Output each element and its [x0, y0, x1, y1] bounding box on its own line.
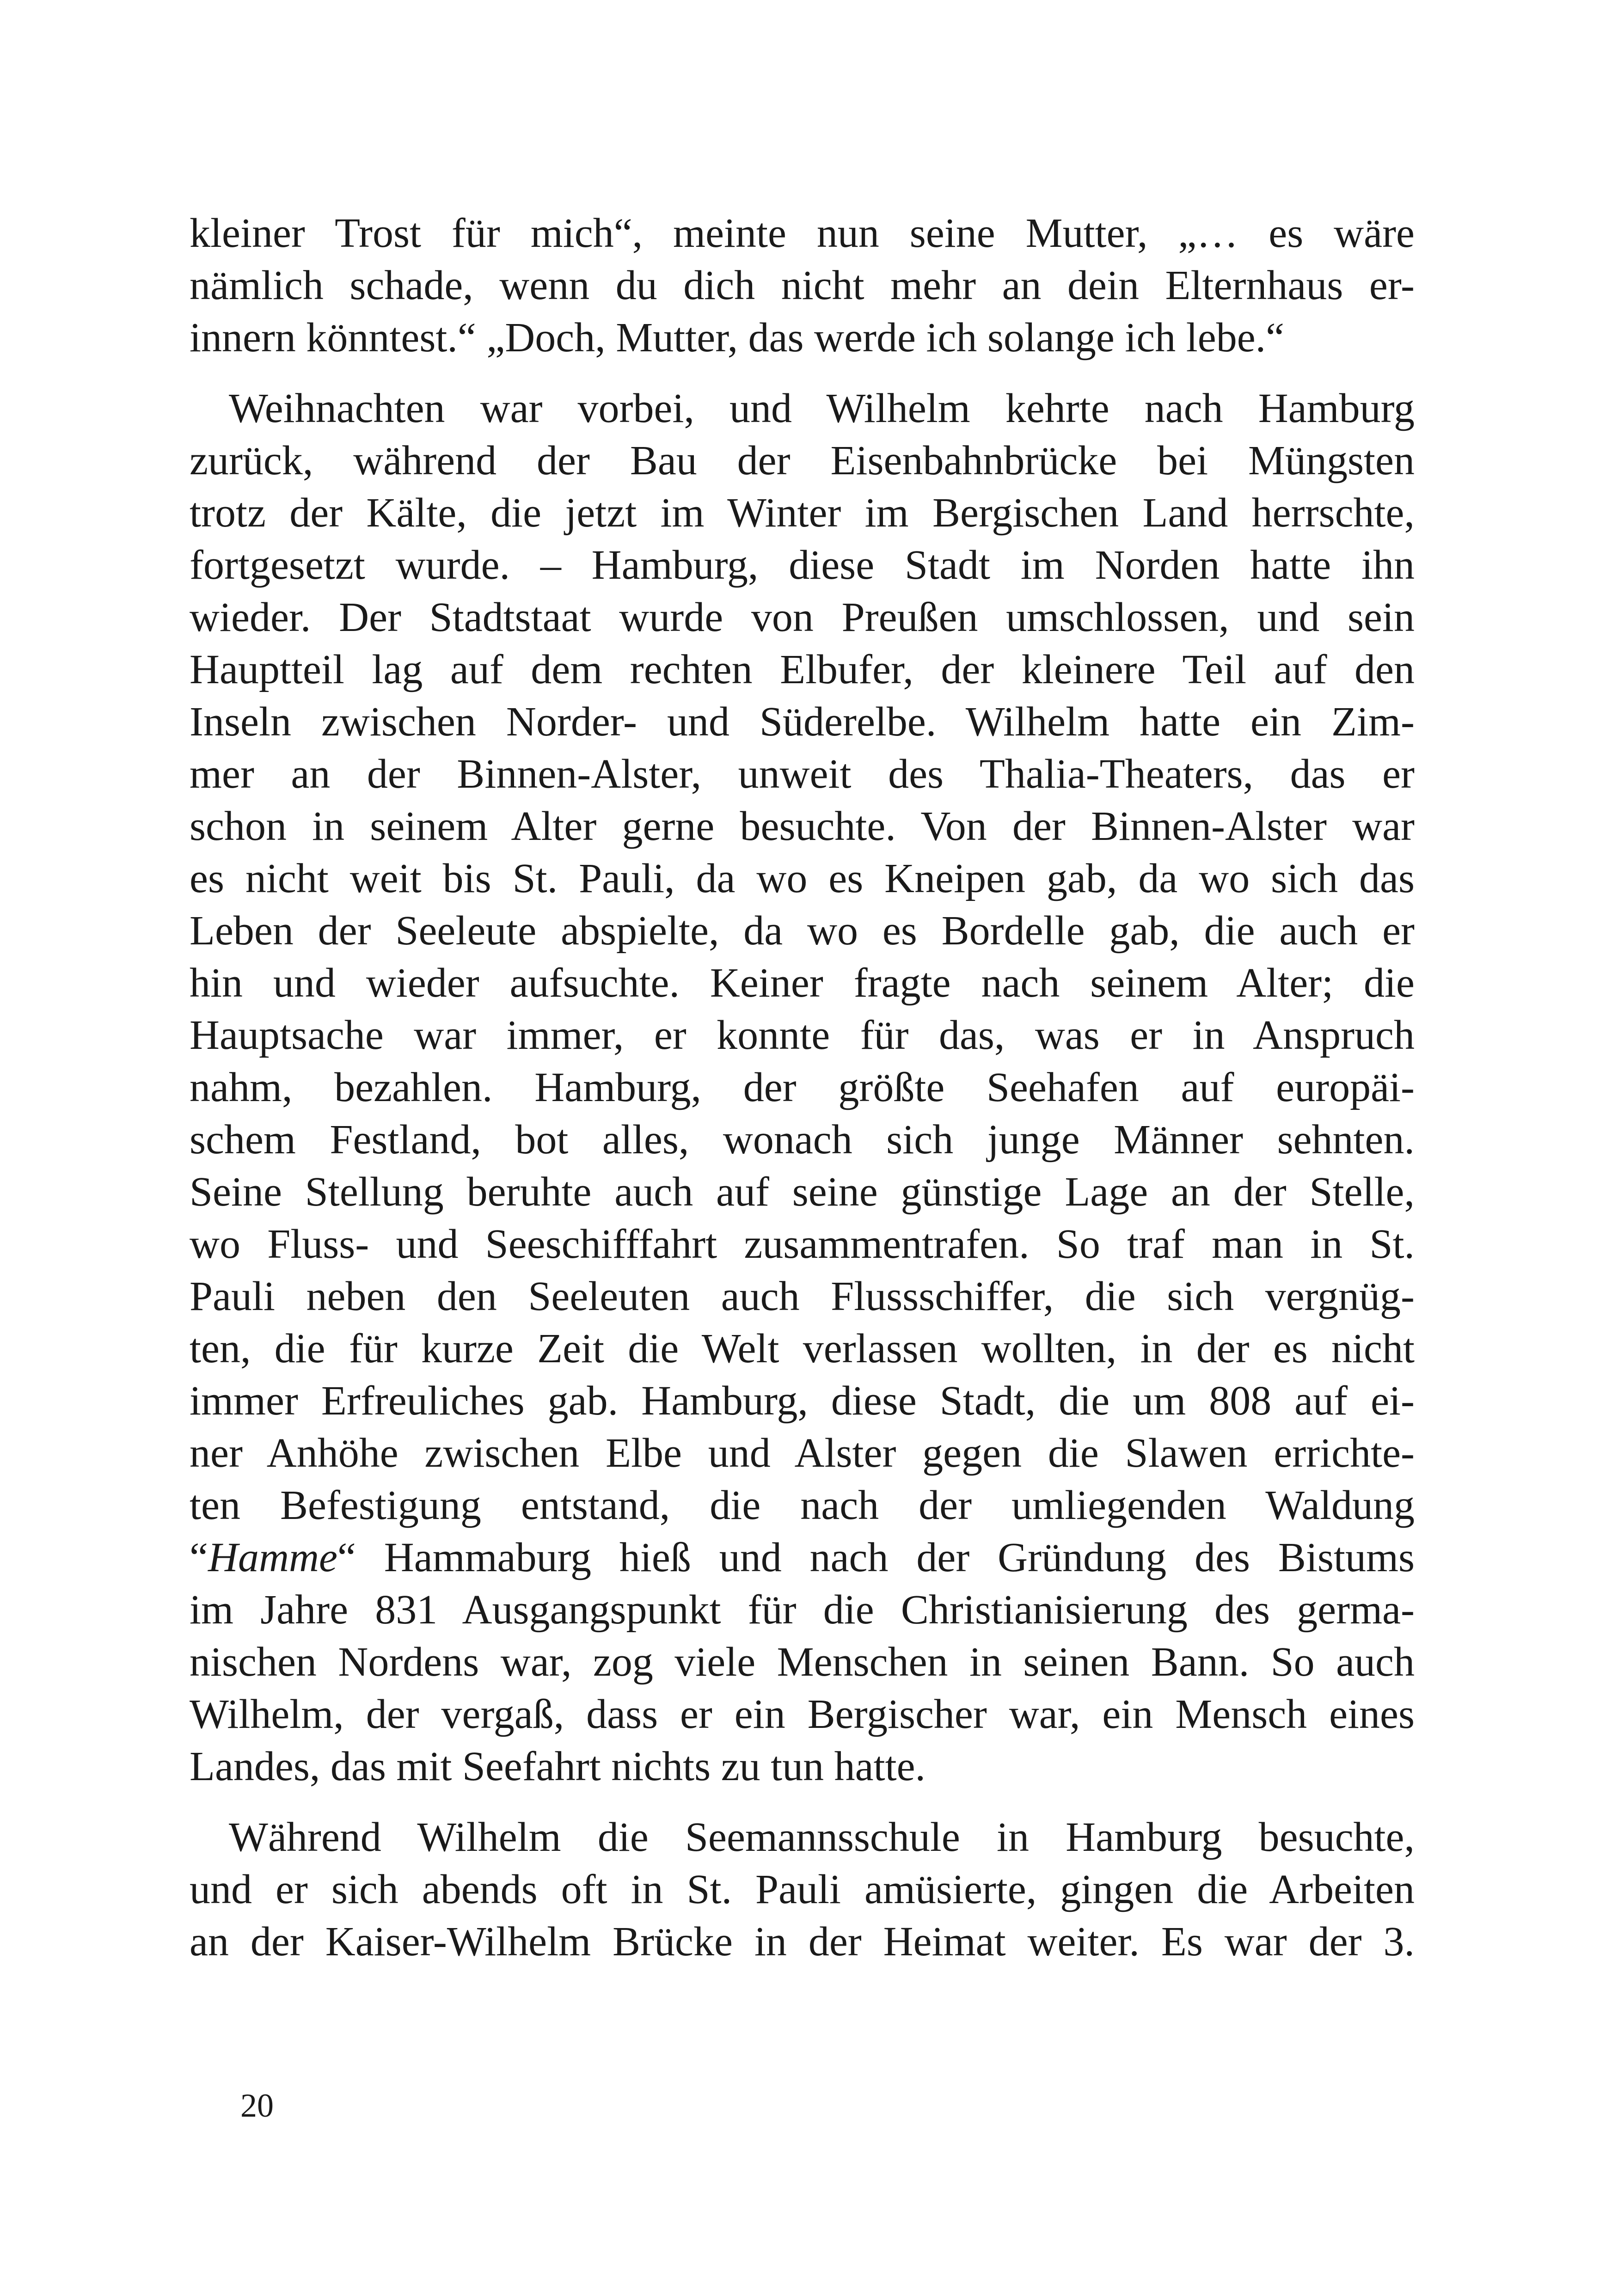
text-line: mer an der Binnen-Alster, unweit des Thalia-Theaters, das er [190, 751, 1415, 797]
text-line: zurück, während der Bau der Eisenbahnbrücke bei Müngsten [190, 438, 1415, 484]
paragraph-gap [190, 364, 1415, 382]
text-line: Hauptteil lag auf dem rechten Elbufer, der kleinere Teil auf den [190, 647, 1415, 692]
text-line: trotz der Kälte, die jetzt im Winter im Bergischen Land herrschte, [190, 490, 1415, 536]
text-line: und er sich abends oft in St. Pauli amüsierte, gingen die Arbeiten [190, 1867, 1415, 1912]
text-line: Wilhelm, der vergaß, dass er ein Bergischer war, ein Mensch eines [190, 1691, 1415, 1737]
paragraph-3 [190, 1811, 1415, 1968]
text-line: hin und wieder aufsuchte. Keiner fragte nach seinem Alter; die [190, 960, 1415, 1006]
text-line: Pauli neben den Seeleuten auch Flussschiffer, die sich vergnüg- [190, 1274, 1415, 1319]
text-line: schon in seinem Alter gerne besuchte. Von der Binnen-Alster war [190, 803, 1415, 849]
text-line: Inseln zwischen Norder- und Süderelbe. Wilhelm hatte ein Zim- [190, 699, 1415, 745]
text-line: es nicht weit bis St. Pauli, da wo es Kneipen gab, da wo sich das [190, 856, 1415, 901]
paragraph-1 [190, 207, 1415, 364]
text-line: fortgesetzt wurde. – Hamburg, diese Stadt im Norden hatte ihn [190, 542, 1415, 588]
text-line: Hauptsache war immer, er konnte für das, was er in Anspruch [190, 1012, 1415, 1058]
text-line: im Jahre 831 Ausgangspunkt für die Christianisierung des germa- [190, 1587, 1415, 1633]
body-text [190, 207, 1415, 1968]
text-line: nischen Nordens war, zog viele Menschen in seinen Bann. So auch [190, 1639, 1415, 1685]
text-line: an der Kaiser-Wilhelm Brücke in der Heimat weiter. Es war der 3. [190, 1919, 1415, 1965]
italic-word: Hamme [208, 1535, 337, 1580]
text-line: nämlich schade, wenn du dich nicht mehr an dein Elternhaus er- [190, 263, 1415, 308]
text-line-with-italic [190, 1531, 1415, 1584]
text-line: Seine Stellung beruhte auch auf seine günstige Lage an der Stelle, [190, 1169, 1415, 1215]
text-line: innern könntest.“ „Doch, Mutter, das werde ich solange ich lebe.“ [190, 315, 1285, 361]
line-remainder: Hammaburg hieß und nach der Gründung des Bistums [355, 1535, 1415, 1580]
text-line: ten, die für kurze Zeit die Welt verlassen wollten, in der es nicht [190, 1326, 1415, 1371]
text-line: ner Anhöhe zwischen Elbe und Alster gegen die Slawen errichte- [190, 1430, 1415, 1476]
text-line: Während Wilhelm die Seemannsschule in Hamburg besuchte, [229, 1814, 1415, 1860]
text-line: nahm, bezahlen. Hamburg, der größte Seehafen auf europäi- [190, 1065, 1415, 1110]
text-line: Weihnachten war vorbei, und Wilhelm kehrte nach Hamburg [229, 386, 1415, 431]
open-quote: “ [190, 1535, 208, 1580]
text-line: kleiner Trost für mich“, meinte nun seine Mutter, „… es wäre [190, 210, 1415, 256]
paragraph-gap [190, 1793, 1415, 1811]
paragraph-2 [190, 382, 1415, 1793]
text-line: ten Befestigung entstand, die nach der umliegenden Waldung [190, 1482, 1415, 1528]
text-line: wo Fluss- und Seeschifffahrt zusammentrafen. So traf man in St. [190, 1221, 1415, 1267]
text-line: immer Erfreuliches gab. Hamburg, diese Stadt, die um 808 auf ei- [190, 1378, 1415, 1424]
text-line: Landes, das mit Seefahrt nichts zu tun hatte. [190, 1744, 926, 1789]
text-line: schem Festland, bot alles, wonach sich junge Männer sehnten. [190, 1117, 1415, 1163]
close-quote: “ [337, 1535, 356, 1580]
page-number: 20 [240, 2087, 274, 2124]
text-line: Leben der Seeleute abspielte, da wo es Bordelle gab, die auch er [190, 908, 1415, 954]
text-line: wieder. Der Stadtstaat wurde von Preußen umschlossen, und sein [190, 594, 1415, 640]
